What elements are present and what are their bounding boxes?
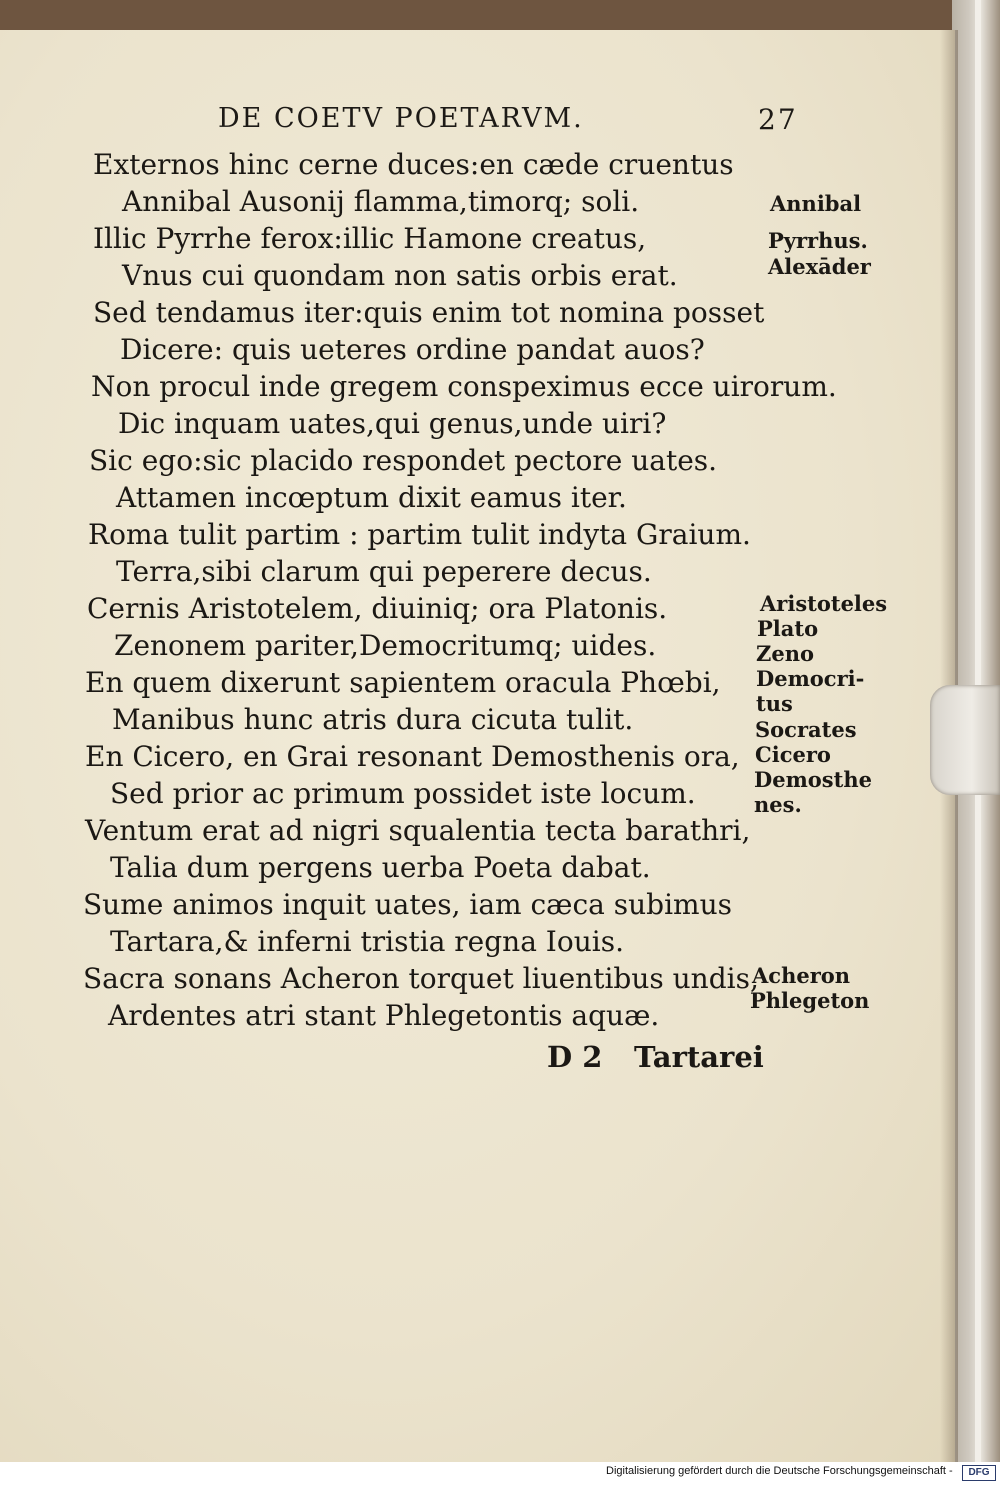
margin-note: Annibal (770, 191, 862, 216)
verse-line: Sume animos inquit uates, iam cæca subimus (83, 888, 732, 921)
verse-line: Ardentes atri stant Phlegetontis aquæ. (108, 999, 660, 1032)
verse-line: Externos hinc cerne duces:en cæde cruentus (93, 148, 734, 181)
verse-line: Sed prior ac primum possidet iste locum. (110, 777, 696, 810)
verse-line: Tartara,& inferni tristia regna Iouis. (110, 925, 624, 958)
signature-mark: D 2 (547, 1040, 603, 1074)
catchword: Tartarei (634, 1040, 764, 1074)
verse-line: Attamen incœptum dixit eamus iter. (116, 481, 627, 514)
page-number: 27 (758, 103, 798, 136)
margin-note: Plato (757, 616, 819, 641)
funding-notice: Digitalisierung gefördert durch die Deutsche Forschungsgemeinschaft - (606, 1465, 953, 1477)
margin-note: Aristoteles (760, 591, 888, 616)
verse-line: Roma tulit partim : partim tulit indyta Graium. (88, 518, 751, 551)
margin-note: Alexāder (768, 254, 871, 279)
verse-line: Cernis Aristotelem, diuiniq; ora Platonis. (87, 592, 668, 625)
footer-bar (0, 1462, 1000, 1485)
margin-note: Acheron (752, 963, 851, 988)
margin-note: Zeno (756, 641, 814, 666)
verse-line: Dic inquam uates,qui genus,unde uiri? (118, 407, 667, 440)
verse-line: Sic ego:sic placido respondet pectore uates. (89, 444, 718, 477)
margin-note: Demosthe (754, 767, 872, 792)
verse-line: Annibal Ausonij flamma,timorq; soli. (122, 185, 640, 218)
catchword-line (547, 1040, 764, 1076)
margin-note: Democri- (756, 666, 865, 691)
verse-line: Dicere: quis ueteres ordine pandat auos? (120, 333, 705, 366)
verse-line: En quem dixerunt sapientem oracula Phœbi, (85, 666, 721, 699)
verse-line: En Cicero, en Grai resonant Demosthenis ora, (85, 740, 740, 773)
verse-line: Sed tendamus iter:quis enim tot nomina posset (93, 296, 765, 329)
margin-note: Socrates (755, 717, 857, 742)
verse-line: Zenonem pariter,Democritumq; uides. (114, 629, 657, 662)
margin-note: Pyrrhus. (768, 228, 868, 253)
margin-note: nes. (754, 792, 802, 817)
verse-line: Talia dum pergens uerba Poeta dabat. (110, 851, 651, 884)
margin-note: tus (756, 691, 793, 716)
margin-note: Phlegeton (750, 988, 870, 1013)
dfg-logo: DFG (962, 1465, 996, 1481)
verse-line: Manibus hunc atris dura cicuta tulit. (112, 703, 634, 736)
verse-line: Sacra sonans Acheron torquet liuentibus undis, (83, 962, 759, 995)
verse-line: Vnus cui quondam non satis orbis erat. (122, 259, 678, 292)
verse-line: Ventum erat ad nigri squalentia tecta barathri, (85, 814, 751, 847)
header-title: DE COETV POETARVM. (218, 103, 584, 134)
verse-line: Illic Pyrrhe ferox:illic Hamone creatus, (93, 222, 647, 255)
margin-note: Cicero (755, 742, 831, 767)
verse-line: Terra,sibi clarum qui peperere decus. (116, 555, 652, 588)
verse-line: Non procul inde gregem conspeximus ecce uirorum. (91, 370, 837, 403)
page-clip (930, 685, 1000, 795)
